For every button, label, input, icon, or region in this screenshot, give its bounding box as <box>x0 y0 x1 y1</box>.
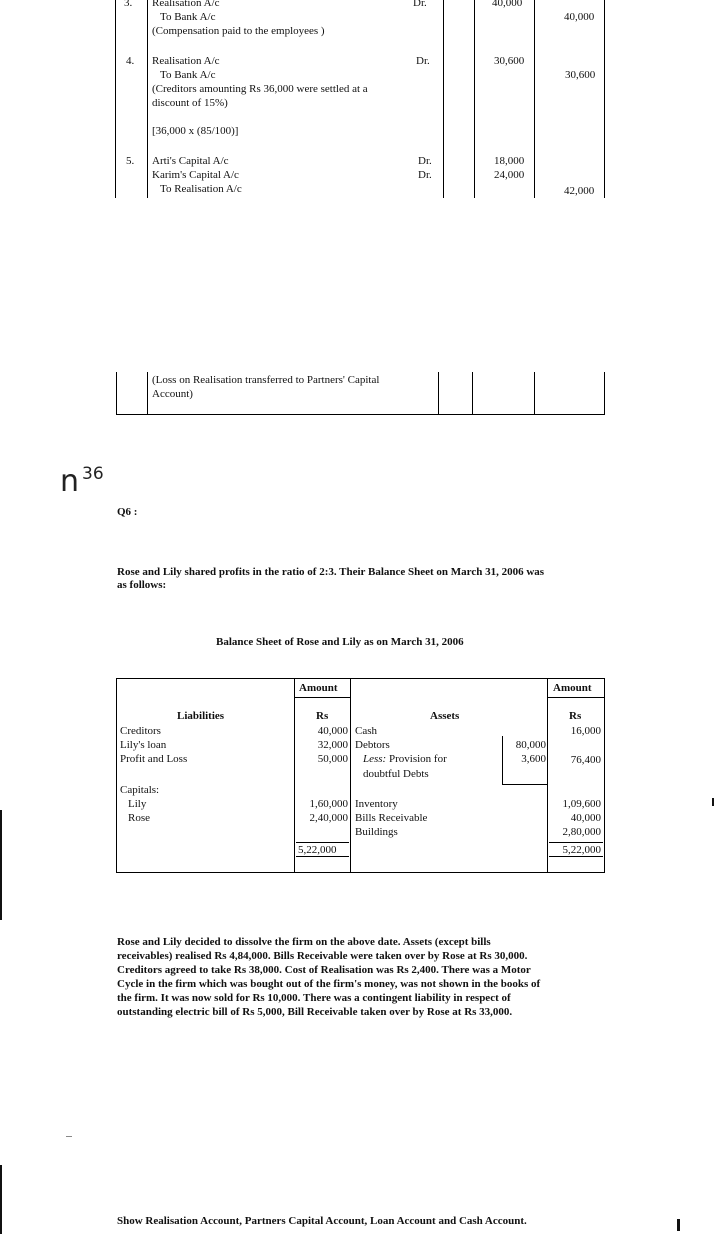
liab-amount-header: Amount <box>299 682 338 694</box>
provision-label-2: doubtful Debts <box>363 768 429 780</box>
capital-rose: Rose <box>128 812 150 824</box>
entry-3-line-2: To Bank A/c <box>160 11 216 23</box>
entry-5-credit: 42,000 <box>564 185 595 197</box>
entry-5-line-1: Arti's Capital A/c <box>152 155 229 167</box>
liability-creditors: Creditors <box>120 725 161 737</box>
amount-creditors: 40,000 <box>317 725 348 737</box>
details-line-6: outstanding electric bill of Rs 5,000, Bill Receivable taken over by Rose at Rs 33,000. <box>117 1006 513 1018</box>
less-label: Less: <box>363 753 387 765</box>
question-intro-line-1: Rose and Lily shared profits in the ratio of 2:3. Their Balance Sheet on March 31, 2006 was <box>117 566 545 578</box>
entry-4-line-1: Realisation A/c <box>152 55 220 67</box>
entry-3-dr: Dr. <box>413 0 427 9</box>
entry-5-debit-1: 18,000 <box>494 155 525 167</box>
amount-provision: 3,600 <box>521 753 546 765</box>
details-line-1: Rose and Lily decided to dissolve the firm on the above date. Assets (except bills <box>117 936 491 948</box>
provision-label: Provision for <box>389 753 447 765</box>
details-line-2: receivables) realised Rs 4,84,000. Bills Receivable were taken over by Rose at Rs 30,000. <box>117 950 528 962</box>
entry-3-debit: 40,000 <box>492 0 523 9</box>
entry-4-debit: 30,600 <box>494 55 525 67</box>
balance-sheet-title: Balance Sheet of Rose and Lily as on March 31, 2006 <box>216 636 464 648</box>
entry-5-dr-2: Dr. <box>418 169 432 181</box>
narration-line-2: Account) <box>152 388 193 400</box>
asset-rs-label: Rs <box>569 710 582 722</box>
amount-capital-rose: 2,40,000 <box>309 812 348 824</box>
amount-capital-lily: 1,60,000 <box>309 798 348 810</box>
amount-profit-loss: 50,000 <box>317 753 348 765</box>
liabilities-total: 5,22,000 <box>298 844 337 856</box>
assets-header: Assets <box>430 710 460 722</box>
asset-buildings: Buildings <box>355 826 398 838</box>
entry-3-number: 3. <box>124 0 133 9</box>
amount-debtors-gross: 80,000 <box>515 739 546 751</box>
left-margin-mark-lower <box>0 1165 2 1234</box>
liability-profit-loss: Profit and Loss <box>120 753 188 765</box>
right-margin-mark <box>677 1219 680 1231</box>
entry-4-dr: Dr. <box>416 55 430 67</box>
amount-debtors-net: 76,400 <box>570 754 601 766</box>
asset-cash: Cash <box>355 725 377 737</box>
final-instruction: Show Realisation Account, Partners Capital Account, Loan Account and Cash Account. <box>117 1215 527 1227</box>
left-margin-mark <box>0 810 2 920</box>
narration-line-1: (Loss on Realisation transferred to Partners' Capital <box>152 374 380 386</box>
capital-lily: Lily <box>128 798 147 810</box>
right-margin-tick <box>712 798 714 806</box>
entry-5-line-3: To Realisation A/c <box>160 183 242 195</box>
entry-5-dr-1: Dr. <box>418 155 432 167</box>
entry-5-number: 5. <box>126 155 135 167</box>
asset-inventory: Inventory <box>355 798 398 810</box>
handwritten-superscript: 36 <box>82 464 104 484</box>
entry-5-line-2: Karim's Capital A/c <box>152 169 239 181</box>
capitals-label: Capitals: <box>120 784 160 796</box>
asset-debtors: Debtors <box>355 739 390 751</box>
liability-lily-loan: Lily's loan <box>120 739 167 751</box>
entry-4-line-4: discount of 15%) <box>152 97 228 109</box>
details-line-5: the firm. It was now sold for Rs 10,000. There was a contingent liability in respect of <box>117 992 511 1004</box>
details-line-3: Creditors agreed to take Rs 38,000. Cost of Realisation was Rs 2,400. There was a Motor <box>117 964 531 976</box>
asset-amount-header: Amount <box>553 682 592 694</box>
amount-cash: 16,000 <box>570 725 601 737</box>
liabilities-header: Liabilities <box>177 710 225 722</box>
question-label: Q6 : <box>117 506 138 518</box>
entry-4-line-3: (Creditors amounting Rs 36,000 were settled at a <box>152 83 368 95</box>
entry-4-line-2: To Bank A/c <box>160 69 216 81</box>
entry-3-line-3: (Compensation paid to the employees ) <box>152 25 325 37</box>
amount-inventory: 1,09,600 <box>562 798 601 810</box>
amount-buildings: 2,80,000 <box>562 826 601 838</box>
entry-3-line-1: Realisation A/c <box>152 0 220 9</box>
amount-lily-loan: 32,000 <box>317 739 348 751</box>
liab-rs-label: Rs <box>316 710 329 722</box>
entry-3-credit: 40,000 <box>564 11 595 23</box>
question-intro-line-2: as follows: <box>117 579 167 591</box>
entry-4-credit: 30,600 <box>565 69 596 81</box>
asset-bills-receivable: Bills Receivable <box>355 812 428 824</box>
entry-5-debit-2: 24,000 <box>494 169 525 181</box>
handwritten-page-number: n <box>60 464 80 499</box>
small-dash-mark <box>66 1136 72 1137</box>
entry-4-line-5: [36,000 x (85/100)] <box>152 125 239 137</box>
details-line-4: Cycle in the firm which was bought out of the firm's money, was not shown in the books of <box>117 978 541 990</box>
amount-bills-receivable: 40,000 <box>570 812 601 824</box>
entry-4-number: 4. <box>126 55 135 67</box>
assets-total: 5,22,000 <box>562 844 601 856</box>
